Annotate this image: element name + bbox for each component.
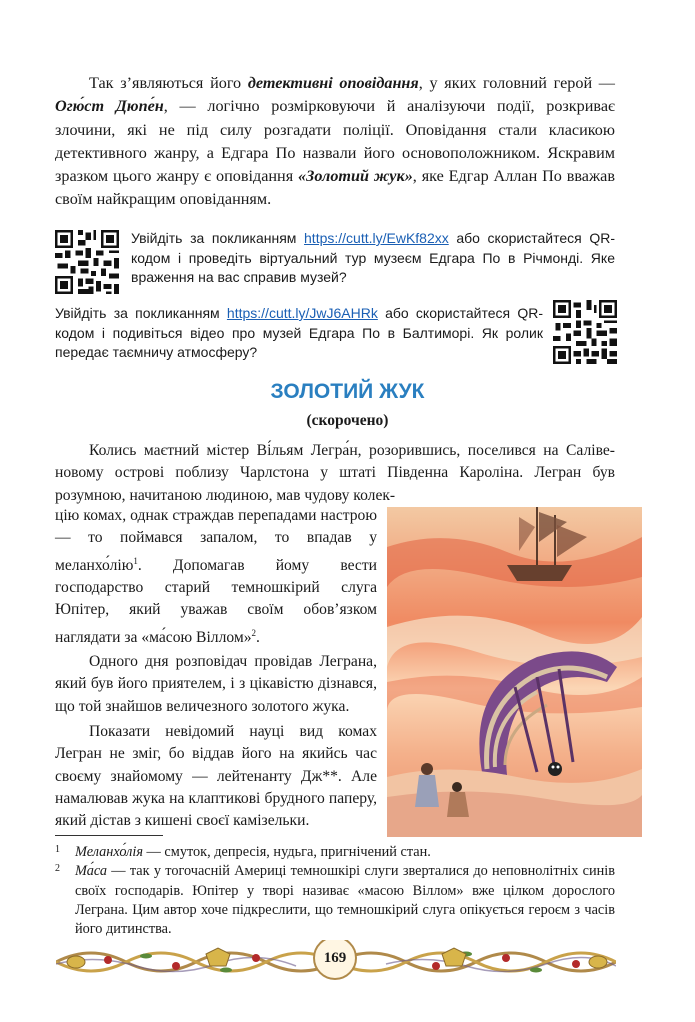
story-paragraph-1-start: Колись маєтний містер Ві́льям Легра́н, розорившись, поселився на Салівеновому острові поблизу Чарлстона у штаті Південна Кароліна. Легран був розумною, начитаною людиною, мав чудову колек- xyxy=(55,442,615,504)
qr-note-baltimore-lead: Увійдіть за покликанням xyxy=(55,305,227,321)
link-baltimore-video[interactable]: https://cutt.ly/JwJ6AHRk xyxy=(226,305,378,321)
emphasis-dupin: Огю́ст Дюпе́н xyxy=(55,97,164,116)
footnote-ref-2[interactable]: 2 xyxy=(251,627,257,638)
footnote-number: 1 xyxy=(55,844,60,855)
footnote-term: Ма́са xyxy=(75,863,107,880)
qr-code-icon[interactable] xyxy=(553,300,617,364)
footnote-number: 2 xyxy=(55,863,60,875)
illustration-graphic xyxy=(387,507,642,837)
qr-code-graphic xyxy=(553,300,617,364)
qr-note-baltimore-tail: або скористайтеся QR-кодом і подивіться відео про музей Едгара По в Балтиморі. Як ролик передає таємничу атмосферу? xyxy=(55,305,543,360)
footnotes xyxy=(55,843,615,939)
qr-note-richmond xyxy=(131,229,615,288)
story-paragraph-3: Показати невідомий науці вид комах Легран не зміг, бо віддав його на якийсь час своєму знайомому — лейтенанту Дж**. Але намалював жука на клаптикові брудного паперу, який дістав з кишені своєї камізельки. xyxy=(55,723,377,830)
footnote-separator xyxy=(55,835,163,836)
footnote-1 xyxy=(55,843,615,862)
intro-paragraph xyxy=(55,72,615,212)
story-title: ЗОЛОТИЙ ЖУК xyxy=(270,380,425,403)
page-number: 169 xyxy=(323,950,347,966)
footnote-2 xyxy=(55,862,615,939)
story-paragraph-2: Одного дня розповідач провідав Леграна, який був його приятелем, і з цікавістю дізнався, що той знайшов величезного золотого жука. xyxy=(55,653,377,715)
qr-note-baltimore xyxy=(55,304,543,363)
story-left-column xyxy=(55,505,377,833)
emphasis-detective-stories: детективні оповідання xyxy=(247,74,419,92)
intro-mid-1: , у яких головний герой — xyxy=(418,74,615,92)
story-opening xyxy=(55,440,615,507)
intro-lead: Так з’являються його xyxy=(89,74,248,92)
emphasis-gold-bug: «Золотий жук» xyxy=(298,167,413,186)
illustration-shipwreck xyxy=(387,507,642,837)
story-text: . Допомагав йому вести господарство старий темношкірий слуга Юпітер, який уважав своїм обов’язком наглядати за «ма́сою Віллом» xyxy=(55,556,377,646)
story-text: . xyxy=(256,628,260,646)
footnote-term: Меланхо́лія xyxy=(75,844,143,860)
story-paragraph-1-cont xyxy=(55,505,377,649)
intro-tail: , яке Едгар Аллан По вважав своїм найкращим оповіданням. xyxy=(55,167,615,209)
footnote-text: — смуток, депресія, нудьга, пригнічений стан. xyxy=(142,844,431,860)
story-subtitle: (скорочено) xyxy=(306,412,389,429)
qr-code-graphic xyxy=(55,230,119,294)
link-richmond-tour[interactable]: https://cutt.ly/EwKf82xx xyxy=(304,230,449,246)
intro-mid-2: , — логічно розмірковуючи й аналізуючи події, розкриває злочини, які не під силу розгадати поліції. Оповідання стали класикою детективного жанру, а Едгара По назвали його основоположником. Яскравим зразком цього жанру є оповідання xyxy=(55,97,615,186)
footnote-text: — так у тогочасній Америці темношкірі слуги зверталися до неповнолітніх синів своїх господарів. Юпітер у творі називає «масою Віллом» вже цілком дорослого Леграна. Цим автор хоче підкреслити, що темношкірий слуга опікується героєм з часів його дитинства. xyxy=(75,863,615,938)
qr-note-richmond-tail: або скористайтеся QR-кодом і проведіть віртуальний тур музеєм Едгара По в Річмонді. Яке враження на вас справив музей? xyxy=(131,230,615,285)
story-text: цію комах, однак страждав перепадами настрою — то поймався запалом, то впадав у меланхо́лію xyxy=(55,507,377,574)
qr-note-richmond-lead: Увійдіть за покликанням xyxy=(131,230,305,246)
qr-code-icon[interactable] xyxy=(55,230,119,294)
footnote-ref-1[interactable]: 1 xyxy=(133,555,138,566)
